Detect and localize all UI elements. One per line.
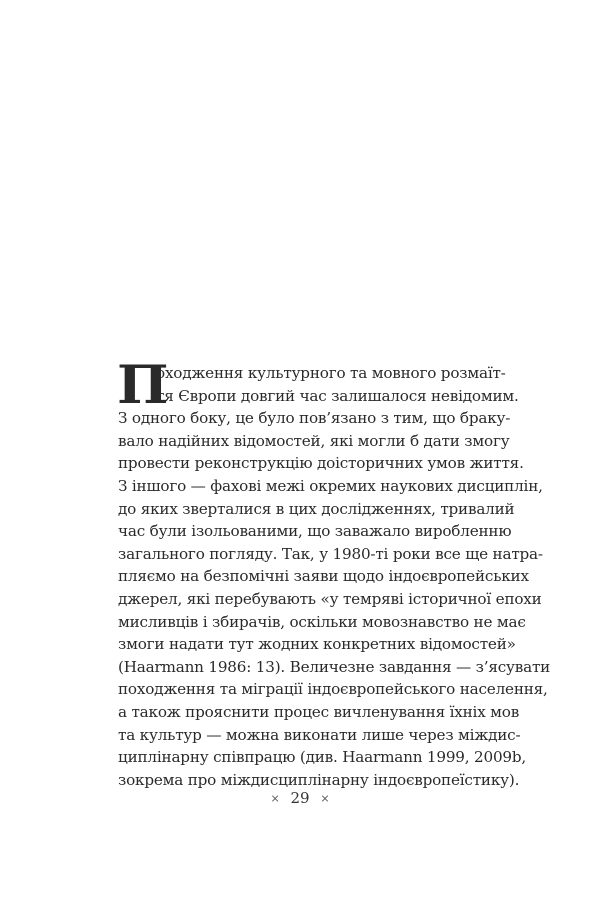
text-line-5: провести реконструкцію доісторичних умов життя. — [118, 454, 524, 473]
text-line-12: мисливців і збирачів, оскільки мовознавство не має — [118, 612, 526, 631]
text-line-10: пляємо на безпомічні заяви щодо індоєвропейських — [118, 567, 529, 586]
text-line-8: час були ізольованими, що заважало виробленню — [118, 522, 512, 541]
drop-cap: П — [117, 355, 169, 416]
text-line-7: до яких зверталися в цих дослідженнях, тривалий — [118, 499, 515, 518]
text-line-9: загального погляду. Так, у 1980-ті роки все ще натра- — [118, 544, 543, 563]
text-line-2: тя Європи довгий час залишалося невідомим. — [156, 386, 519, 405]
page-number-footer — [0, 789, 600, 807]
text-line-15: походження та міграції індоєвропейського населення, — [118, 680, 548, 699]
text-line-11: джерел, які перебувають «у темряві історичної епохи — [118, 589, 542, 608]
text-line-19: зокрема про міждисциплінарну індоєвропеїстику). — [118, 770, 520, 789]
body-paragraph — [117, 355, 551, 791]
text-line-14: (Haarmann 1986: 13). Величезне завдання — з’ясувати — [118, 657, 551, 676]
page-number: 29 — [290, 789, 310, 807]
text-line-3: З одного боку, це було пов’язано з тим, що браку- — [118, 409, 511, 428]
text-line-13: змоги надати тут жодних конкретних відомостей» — [118, 635, 516, 654]
text-line-16: а також прояснити процес вичленування їхніх мов — [118, 702, 520, 721]
ornament-left-icon: × — [270, 792, 280, 805]
text-line-6: З іншого — фахові межі окремих наукових дисциплін, — [118, 476, 543, 495]
ornament-right-icon: × — [320, 792, 330, 805]
text-line-18: циплінарну співпрацю (див. Haarmann 1999, 2009b, — [118, 748, 527, 767]
text-line-4: вало надійних відомостей, які могли б дати змогу — [118, 431, 510, 450]
text-line-17: та культур — можна виконати лише через міждис- — [118, 725, 521, 744]
text-line-1: оходження культурного та мовного розмаїт- — [156, 364, 506, 382]
